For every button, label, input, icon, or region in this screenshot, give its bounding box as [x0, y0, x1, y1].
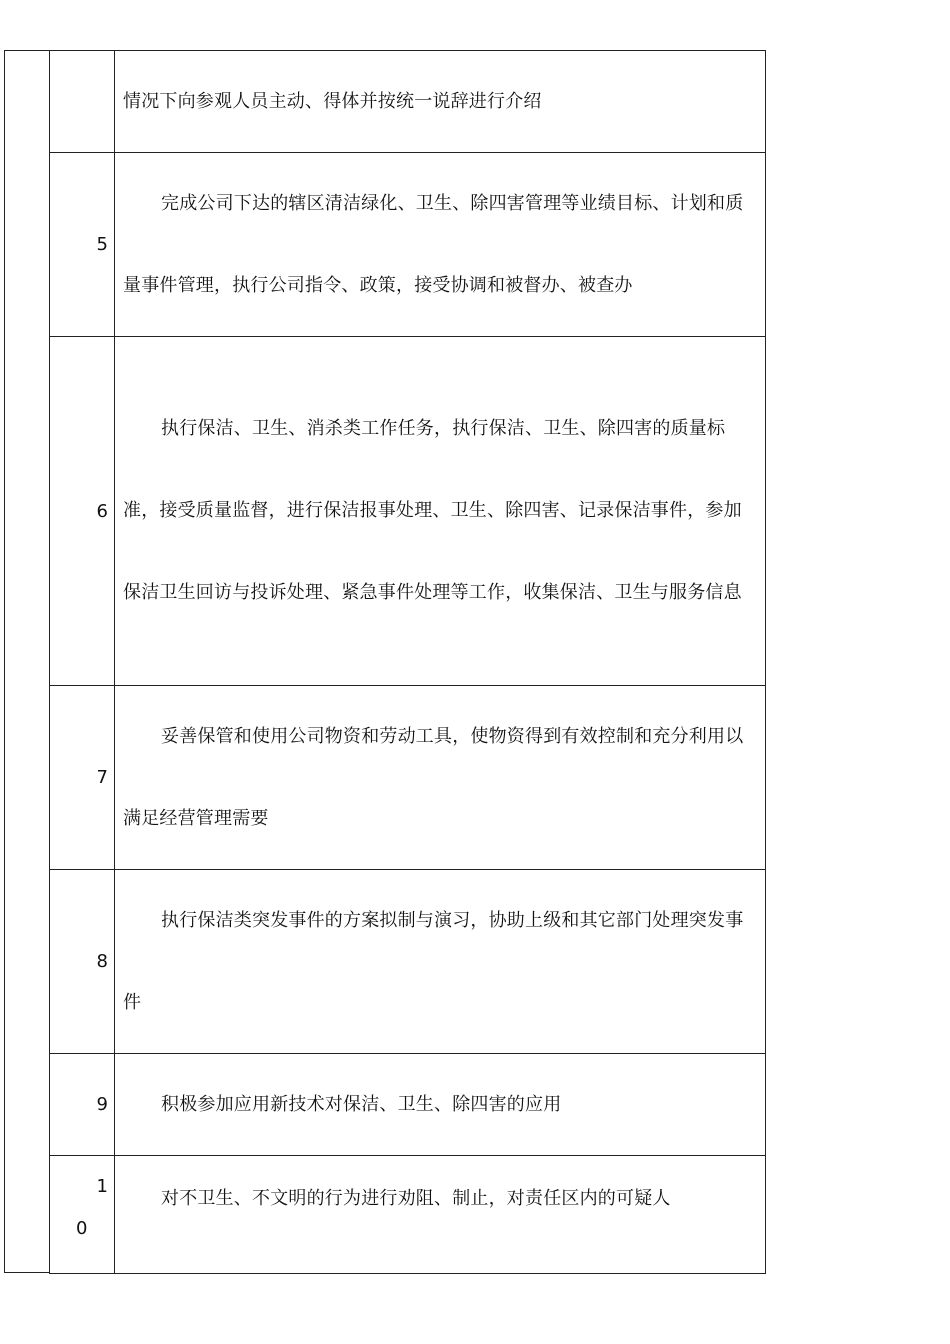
duty-table: [49, 50, 766, 1274]
table-row: [50, 337, 766, 686]
table-row: [50, 1156, 766, 1274]
row-text: 情况下向参观人员主动、得体并按统一说辞进行介绍: [115, 51, 766, 153]
row-number: [50, 1156, 115, 1274]
table-row: [50, 870, 766, 1054]
row-text: 妥善保管和使用公司物资和劳动工具，使物资得到有效控制和充分利用以满足经营管理需要: [115, 686, 766, 870]
table-row: [50, 686, 766, 870]
row-number: 7: [50, 686, 115, 870]
row-text: 执行保洁类突发事件的方案拟制与演习，协助上级和其它部门处理突发事件: [115, 870, 766, 1054]
row-text: 对不卫生、不文明的行为进行劝阻、制止，对责任区内的可疑人: [115, 1156, 766, 1274]
row-number: 6: [50, 337, 115, 686]
row-text: 完成公司下达的辖区清洁绿化、卫生、除四害管理等业绩目标、计划和质量事件管理，执行公司指令、政策，接受协调和被督办、被查办: [115, 153, 766, 337]
row-number-part: 0: [76, 1218, 88, 1239]
row-number: [50, 51, 115, 153]
row-number: 9: [50, 1054, 115, 1156]
row-number-part: 1: [96, 1176, 108, 1197]
row-text: 积极参加应用新技术对保洁、卫生、除四害的应用: [115, 1054, 766, 1156]
row-number: 5: [50, 153, 115, 337]
category-column: [4, 50, 49, 1273]
table-row: [50, 153, 766, 337]
row-number: 8: [50, 870, 115, 1054]
row-text: 执行保洁、卫生、消杀类工作任务，执行保洁、卫生、除四害的质量标准，接受质量监督，进行保洁报事处理、卫生、除四害、记录保洁事件，参加保洁卫生回访与投诉处理、紧急事件处理等工作，收集保洁、卫生与服务信息: [115, 337, 766, 686]
table-row: [50, 1054, 766, 1156]
table-row: [50, 51, 766, 153]
